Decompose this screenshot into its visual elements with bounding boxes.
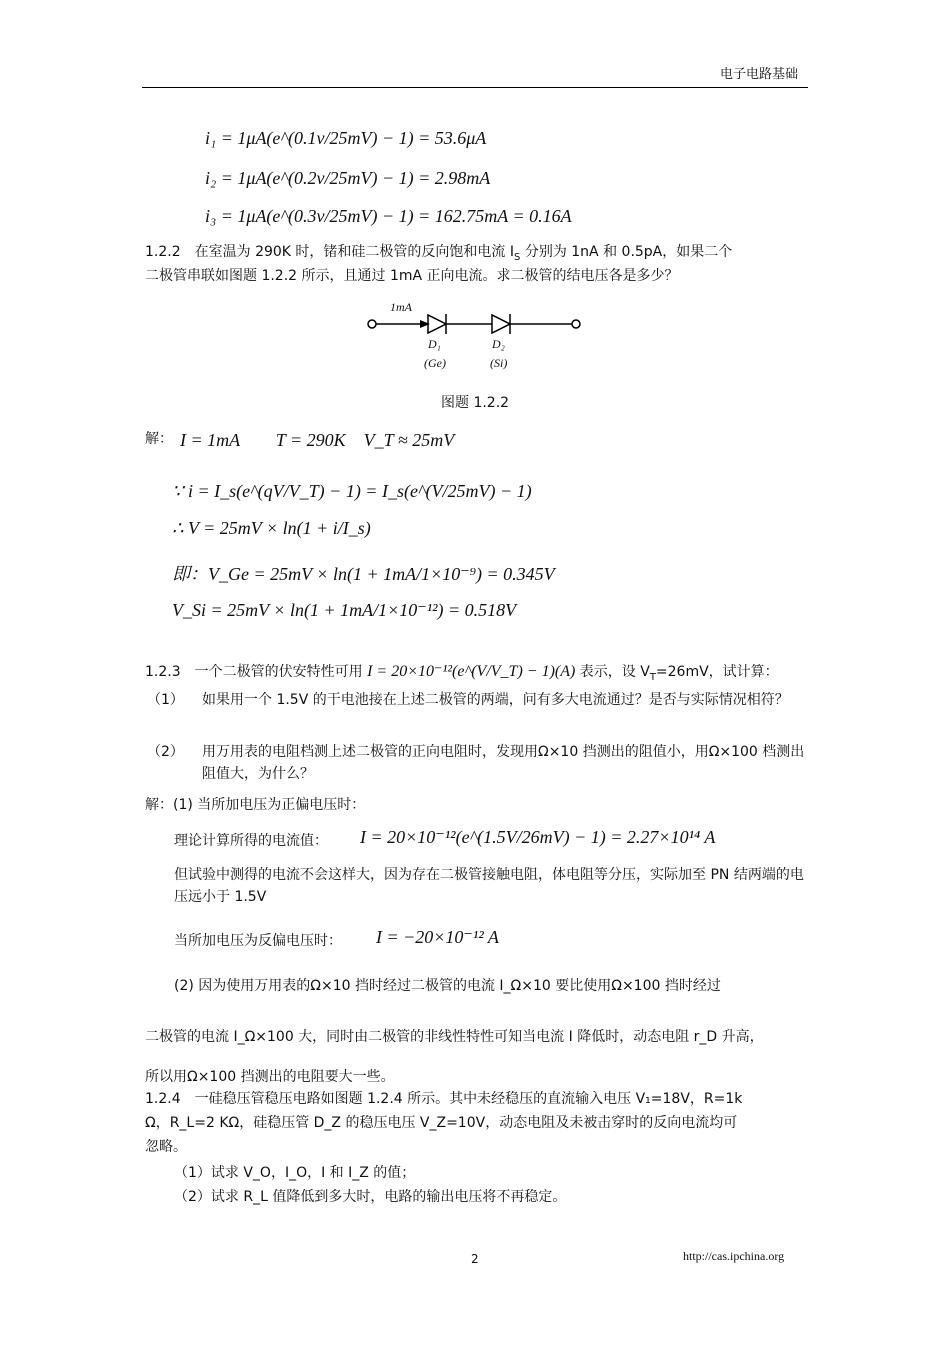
problem-1-2-4-line1: 1.2.4 一硅稳压管稳压电路如图题 1.2.4 所示。其中未经稳压的直流输入电压 V₁=18V，R=1k [145,1091,743,1107]
question-2-number: （2） [147,744,184,760]
solution-given: I = 1mA T = 290K V_T ≈ 25mV [180,430,455,450]
reverse-equation: I = −20×10⁻¹² A [376,927,499,947]
terminal-left [368,320,376,328]
equation-vge: 即：V_Ge = 25mV × ln(1 + 1mA/1×10⁻⁹) = 0.345V [172,564,555,584]
equation-i2: i₂ = 1μA(e^(0.2v/25mV) − 1) = 2.98mA [205,168,491,188]
solution-label: 解： [145,431,173,447]
question-2-text: 用万用表的电阻档测上述二极管的正向电阻时，发现用Ω×10 挡测出的阻值小，用Ω×100 档测出阻值大，为什么？ [202,744,805,782]
paragraph-part-2-cont: 二极管的电流 I_Ω×100 大，同时由二极管的非线性特性可知当电流 I 降低时，动态电阻 r_D 升高， [145,1029,764,1045]
equation-vsi: V_Si = 25mV × ln(1 + 1mA/1×10⁻¹²) = 0.518V [172,600,517,620]
paragraph-part-2-end: 所以用Ω×100 挡测出的电阻要大一些。 [145,1069,395,1085]
current-label: 1mA [390,300,412,314]
header-title: 电子电路基础 [720,67,799,82]
reverse-label: 当所加电压为反偏电压时： [174,933,342,949]
diode-d2-label: D₂ [492,337,505,351]
footer-url[interactable]: http://cas.ipchina.org [683,1249,785,1263]
problem-1-2-2-line1: 1.2.2 在室温为 290K 时，锗和硅二极管的反向饱和电流 $I_S$ 分别为 1nA 和 0.5pA，如果二个 [145,244,733,263]
paragraph-contact-resistance: 但试验中测得的电流不会这样大，因为存在二极管接触电阻，体电阻等分压，实际加至 PN 结两端的电压远小于 1.5V [174,867,804,905]
page-number: 2 [471,1252,479,1266]
equation-i1: i₁ = 1μA(e^(0.1v/25mV) − 1) = 53.6μA [205,128,487,148]
equation-voltage: ∴ V = 25mV × ln(1 + i/I_s) [172,518,371,538]
question-1-text: 如果用一个 1.5V 的干电池接在上述二极管的两端，问有多大电流通过？是否与实际情况相符？ [202,692,789,708]
diode-d2-icon [492,315,510,333]
problem-1-2-4-q2: （2）试求 R_L 值降低到多大时，电路的输出电压将不再稳定。 [174,1189,567,1205]
terminal-right [572,320,580,328]
paragraph-part-2: (2) 因为使用万用表的Ω×10 挡时经过二极管的电流 I_Ω×10 要比使用Ω×100 挡时经过 [174,978,721,994]
problem-1-2-2-line2: 二极管串联如图题 1.2.2 所示，且通过 1mA 正向电流。求二极管的结电压各是多少？ [145,268,679,284]
solution-part-1: 解：(1) 当所加电压为正偏电压时： [145,797,366,813]
diode-d2-material: (Si) [490,356,508,370]
equation-i3: i₃ = 1μA(e^(0.3v/25mV) − 1) = 162.75mA = 0.16A [205,206,572,226]
diode-d1-icon [428,315,446,333]
question-1-number: （1） [147,692,184,708]
calc-label: 理论计算所得的电流值： [174,833,328,849]
problem-1-2-3-heading: 1.2.3 一个二极管的伏安特性可用 I = 20×10⁻¹²(e^(V/V_T) − 1)(A) 表示，设 $V_T=26mV$，试计算： [145,663,779,683]
problem-1-2-4-line2: Ω，R_L=2 KΩ，硅稳压管 D_Z 的稳压电压 V_Z=10V，动态电阻及未被击穿时的反向电流均可 [145,1115,738,1131]
calc-equation: I = 20×10⁻¹²(e^(1.5V/26mV) − 1) = 2.27×10¹⁴ A [360,827,716,847]
equation-diode: ∵ i = I_s(e^(qV/V_T) − 1) = I_s(e^(V/25mV) − 1) [172,481,532,501]
problem-1-2-4-line3: 忽略。 [145,1139,187,1155]
header-rule [142,87,808,88]
figure-caption: 图题 1.2.2 [441,395,510,411]
diode-d1-material: (Ge) [424,356,446,370]
diode-d1-label: D₁ [428,337,441,351]
problem-1-2-4-q1: （1）试求 V_O，I_O，I 和 I_Z 的值； [174,1165,416,1181]
